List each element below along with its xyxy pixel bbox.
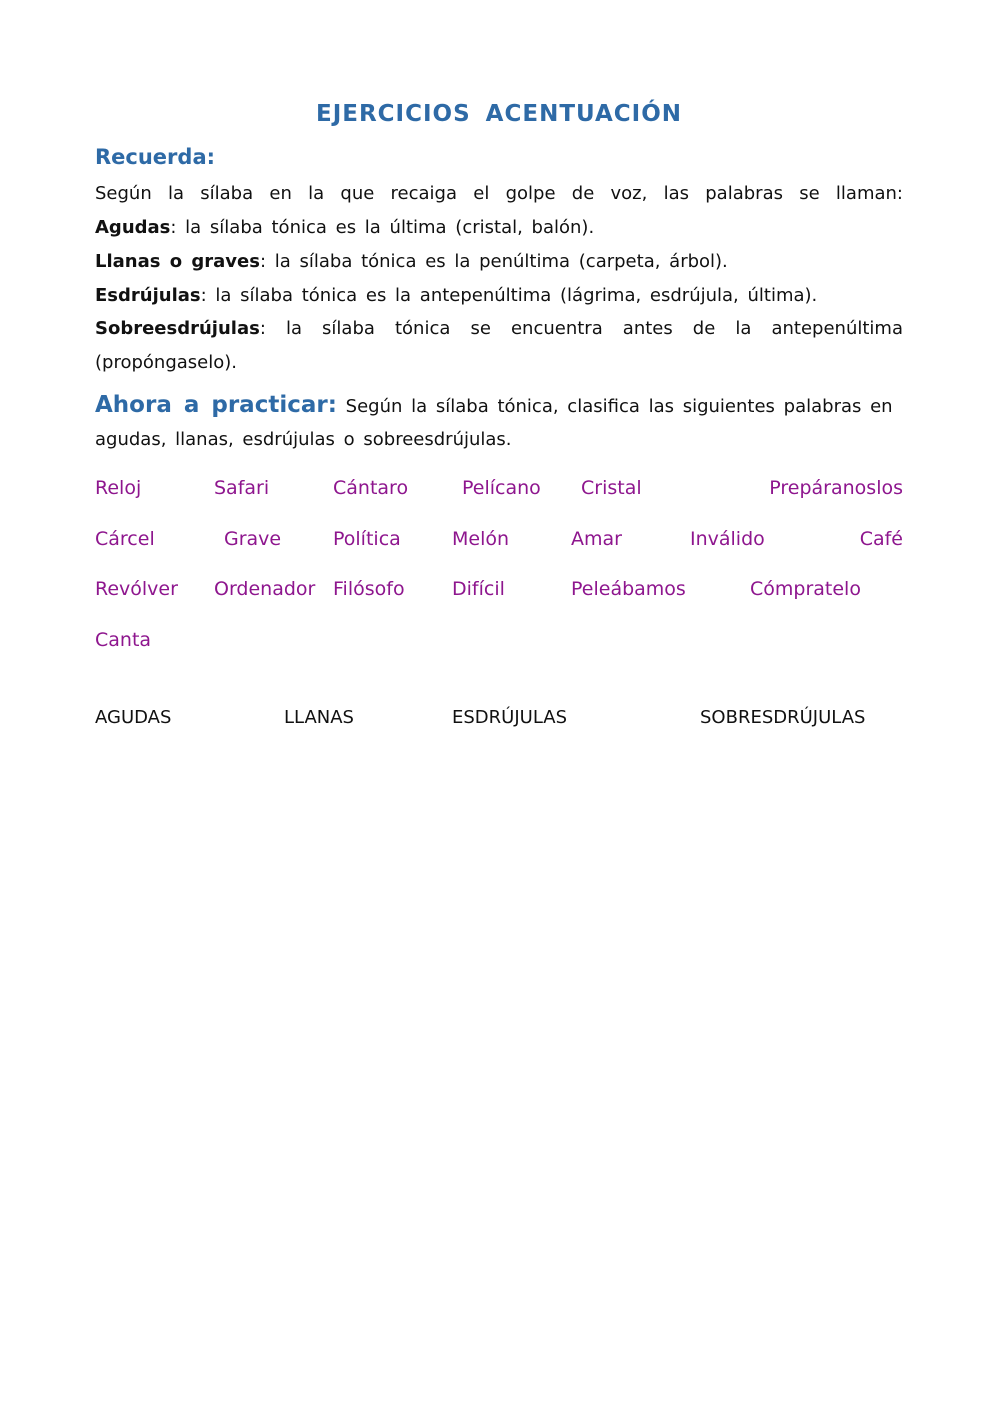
word-item[interactable]: Difícil bbox=[452, 578, 505, 600]
word-item[interactable]: Filósofo bbox=[333, 578, 405, 600]
practice-heading: Ahora a practicar: bbox=[95, 392, 337, 418]
page-title: EJERCICIOS ACENTUACIÓN bbox=[315, 101, 683, 127]
word-item[interactable]: Peleábamos bbox=[571, 578, 686, 600]
word-item[interactable]: Revólver bbox=[95, 578, 178, 600]
sobreesdrujulas-example: (propóngaselo). bbox=[95, 352, 237, 373]
word-item[interactable]: Inválido bbox=[690, 528, 765, 550]
word-item[interactable]: Política bbox=[333, 528, 401, 550]
category-llanas: LLANAS bbox=[284, 707, 354, 728]
recuerda-heading: Recuerda: bbox=[95, 145, 216, 169]
agudas-text: : la sílaba tónica es la última (cristal, balón). bbox=[170, 217, 595, 238]
esdrujulas-definition bbox=[95, 285, 903, 307]
word-item[interactable]: Cárcel bbox=[95, 528, 155, 550]
word-item[interactable]: Ordenador bbox=[214, 578, 316, 600]
practice-text: Según la sílaba tónica, clasifica las siguientes palabras en bbox=[336, 396, 893, 417]
category-sobreesdrujulas: SOBRESDRÚJULAS bbox=[700, 707, 866, 728]
sobreesdrujulas-term: Sobreesdrújulas bbox=[95, 318, 260, 339]
esdrujulas-text: : la sílaba tónica es la antepenúltima (lágrima, esdrújula, última). bbox=[200, 285, 818, 306]
word-item[interactable]: Cántaro bbox=[333, 477, 409, 499]
category-esdrujulas: ESDRÚJULAS bbox=[452, 707, 568, 728]
word-item[interactable]: Cristal bbox=[581, 477, 642, 499]
word-item[interactable]: Melón bbox=[452, 528, 510, 550]
word-item[interactable]: Amar bbox=[571, 528, 622, 550]
word-item[interactable]: Cómpratelo bbox=[750, 578, 861, 600]
esdrujulas-term: Esdrújulas bbox=[95, 285, 201, 306]
llanas-text: : la sílaba tónica es la penúltima (carpeta, árbol). bbox=[259, 251, 728, 272]
word-item[interactable]: Café bbox=[859, 528, 903, 550]
word-item[interactable]: Canta bbox=[95, 629, 152, 651]
llanas-definition bbox=[95, 251, 903, 273]
agudas-definition bbox=[95, 217, 903, 239]
word-item[interactable]: Grave bbox=[224, 528, 282, 550]
intro-text: Según la sílaba en la que recaiga el golpe de voz, las palabras se llaman: bbox=[95, 183, 903, 204]
agudas-term: Agudas bbox=[95, 217, 171, 238]
word-item[interactable]: Safari bbox=[214, 477, 270, 499]
llanas-term: Llanas o graves bbox=[95, 251, 260, 272]
practice-instruction bbox=[95, 392, 903, 420]
word-item[interactable]: Reloj bbox=[95, 477, 142, 499]
sobreesdrujulas-text: : la sílaba tónica se encuentra antes de la antepenúltima bbox=[259, 318, 903, 339]
category-agudas: AGUDAS bbox=[95, 707, 172, 728]
word-item[interactable]: Pelícano bbox=[462, 477, 541, 499]
practice-instruction-cont: agudas, llanas, esdrújulas o sobreesdrújulas. bbox=[95, 429, 512, 450]
sobreesdrujulas-definition bbox=[95, 318, 903, 340]
word-item[interactable]: Prepáranoslos bbox=[769, 477, 903, 499]
